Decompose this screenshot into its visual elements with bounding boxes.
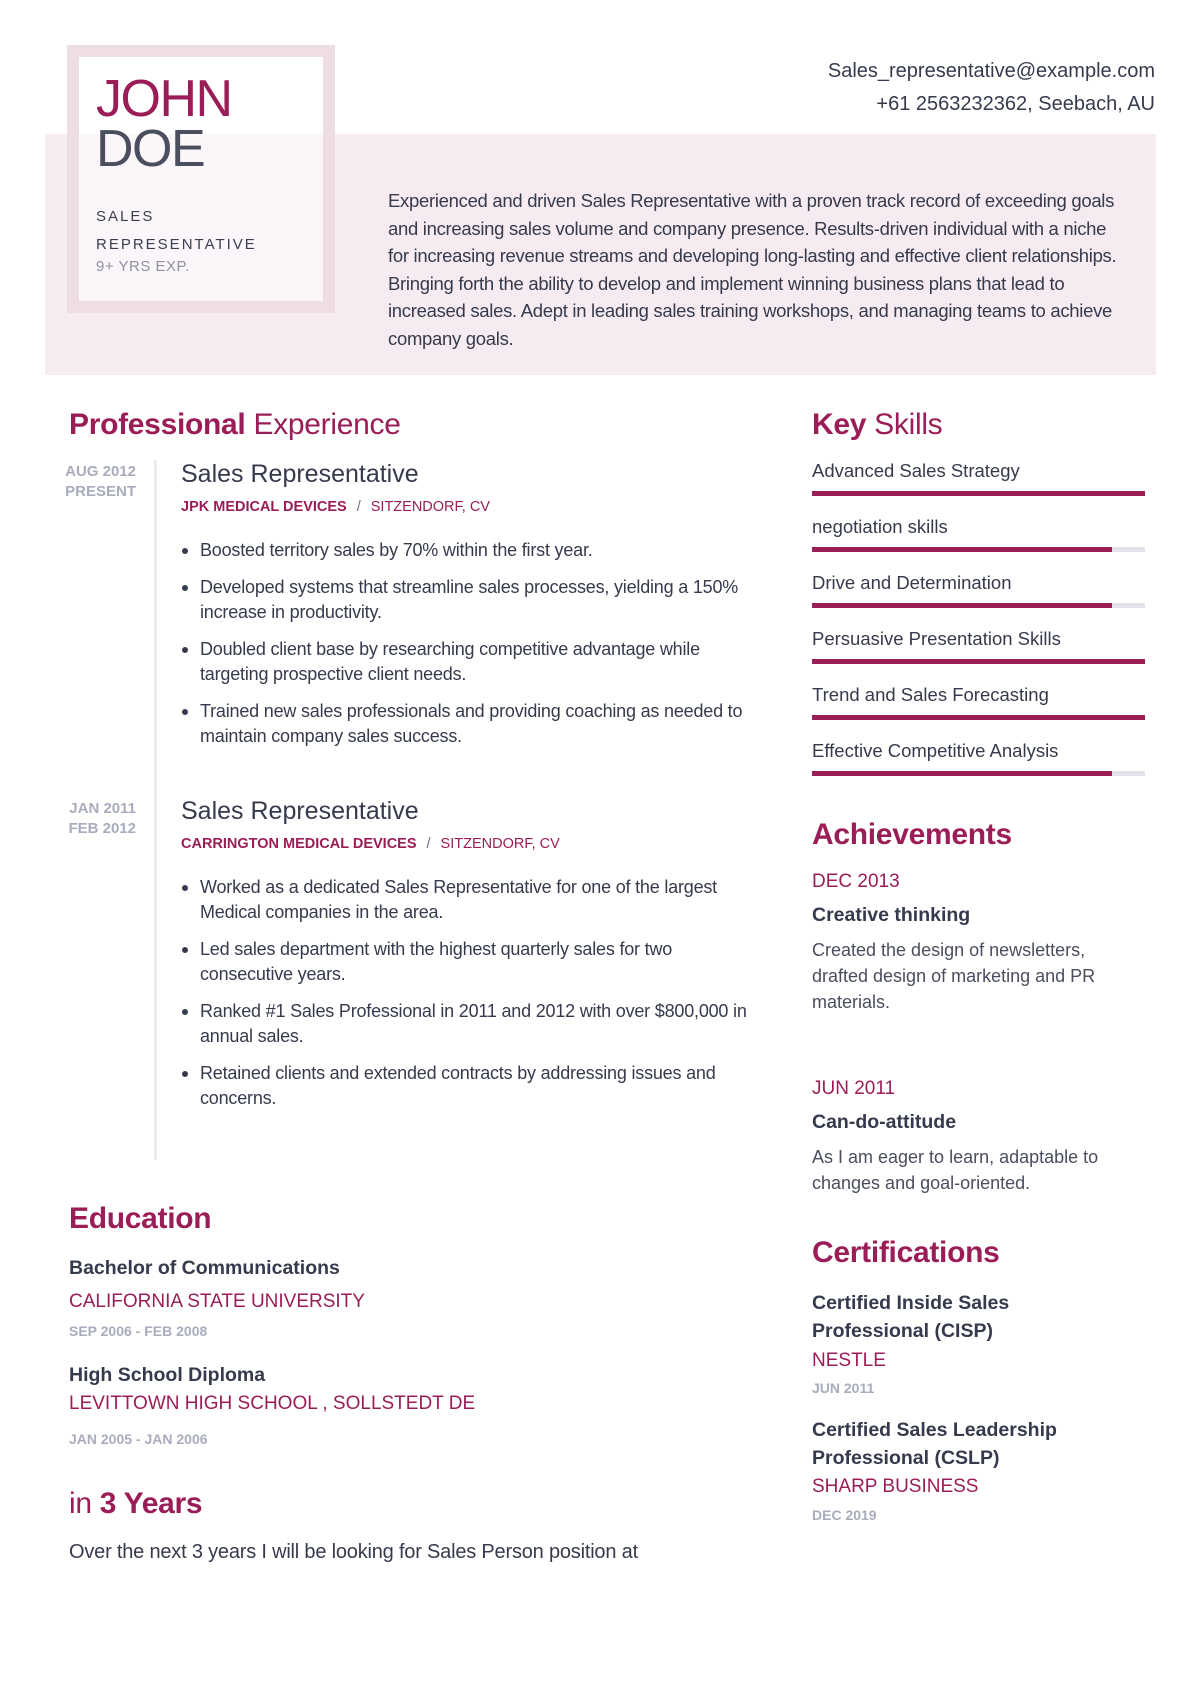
heading-bold: Professional: [69, 408, 246, 441]
heading-pre: in: [69, 1487, 100, 1520]
skill-bar-fill: [812, 491, 1145, 496]
bullet-item: Ranked #1 Sales Professional in 2011 and 2012 with over $800,000 in annual sales.: [181, 999, 751, 1049]
candidate-name: [96, 70, 232, 178]
years-experience: 9+ YRS EXP.: [96, 258, 190, 275]
separator: /: [426, 836, 431, 852]
skill-label: Advanced Sales Strategy: [812, 460, 1020, 481]
experience-heading: [69, 408, 401, 442]
company-name: JPK MEDICAL DEVICES: [181, 499, 347, 515]
separator: /: [356, 499, 361, 515]
role-line: REPRESENTATIVE: [96, 236, 257, 253]
goals-text: Over the next 3 years I will be looking for Sales Person position at: [69, 1541, 638, 1563]
education-heading: Education: [69, 1202, 212, 1235]
cert-issuer: NESTLE: [812, 1350, 886, 1371]
job-dates: [40, 462, 136, 502]
bullet-item: Trained new sales professionals and providing coaching as needed to maintain company sales success.: [181, 699, 751, 749]
achievement-title: Creative thinking: [812, 904, 971, 926]
skill-bar-fill: [812, 715, 1145, 720]
edu-school: CALIFORNIA STATE UNIVERSITY: [69, 1291, 365, 1312]
skill-bar: [812, 659, 1145, 664]
job-bullets: [181, 538, 751, 761]
job-title: Sales Representative: [181, 460, 419, 488]
cert-name: Certified Inside Sales Professional (CISP): [812, 1292, 1010, 1342]
achievement-title: Can-do-attitude: [812, 1111, 957, 1133]
job-title: Sales Representative: [181, 797, 419, 825]
skill-bar: [812, 547, 1145, 552]
skill-bar-fill: [812, 547, 1112, 552]
skill-bar-fill: [812, 771, 1112, 776]
edu-degree: Bachelor of Communications: [69, 1257, 340, 1279]
achievements-heading: Achievements: [812, 818, 1012, 851]
edu-dates: SEP 2006 - FEB 2008: [69, 1323, 208, 1339]
skill-bar: [812, 491, 1145, 496]
skill-label: Trend and Sales Forecasting: [812, 684, 1049, 705]
role-line: SALES: [96, 208, 155, 225]
cert-date: JUN 2011: [812, 1380, 875, 1396]
achievement-date: DEC 2013: [812, 871, 900, 892]
certifications-heading: Certifications: [812, 1236, 1000, 1269]
achievement-desc: As I am eager to learn, adaptable to changes and goal-oriented.: [812, 1147, 1099, 1193]
date-start: JAN 2011: [69, 800, 136, 817]
bullet-item: Led sales department with the highest quarterly sales for two consecutive years.: [181, 937, 751, 987]
job-company-line: [181, 499, 490, 515]
bullet-item: Developed systems that streamline sales processes, yielding a 150% increase in productivity.: [181, 575, 751, 625]
timeline-divider: [154, 460, 157, 1160]
job-bullets: [181, 875, 751, 1123]
skill-bar: [812, 603, 1145, 608]
heading-bold: Key: [812, 408, 867, 441]
bullet-item: Retained clients and extended contracts by addressing issues and concerns.: [181, 1061, 751, 1111]
date-end: FEB 2012: [68, 820, 136, 837]
achievement-desc: Created the design of newsletters, drafted design of marketing and PR materials.: [812, 940, 1096, 1012]
achievement-date: JUN 2011: [812, 1078, 896, 1099]
job-company-line: [181, 836, 560, 852]
heading-bold: 3 Years: [99, 1487, 203, 1520]
goals-heading: [69, 1487, 202, 1521]
summary: Experienced and driven Sales Representative with a proven track record of exceeding goals and increasing sales volume and company presence. Results-driven individual with a niche for increasing revenue streams and developing long-lasting and effective client relationships. Bringing forth the ability to develop and implement winning business plans that lead to increased sales. Adept in leading sales training workshops, and managing teams to achieve company goals.: [388, 190, 1117, 349]
last-name: DOE: [96, 120, 205, 178]
date-start: AUG 2012: [65, 463, 136, 480]
edu-degree: High School Diploma: [69, 1364, 266, 1386]
bullet-item: Boosted territory sales by 70% within the first year.: [181, 538, 751, 563]
edu-dates: JAN 2005 - JAN 2006: [69, 1431, 208, 1447]
bullet-item: Doubled client base by researching competitive advantage while targeting prospective client needs.: [181, 637, 751, 687]
job-dates: [40, 799, 136, 839]
first-name: JOHN: [96, 70, 232, 128]
skill-bar-fill: [812, 603, 1112, 608]
skills-heading: [812, 408, 942, 442]
skill-bar: [812, 771, 1145, 776]
cert-issuer: SHARP BUSINESS: [812, 1476, 979, 1497]
skill-label: negotiation skills: [812, 516, 948, 537]
job-role: [96, 203, 257, 259]
skill-label: Persuasive Presentation Skills: [812, 628, 1061, 649]
heading-rest: Experience: [245, 408, 401, 441]
job-location: SITZENDORF, CV: [370, 499, 490, 515]
company-name: CARRINGTON MEDICAL DEVICES: [181, 836, 417, 852]
bullet-item: Worked as a dedicated Sales Representative for one of the largest Medical companies in the area.: [181, 875, 751, 925]
cert-date: DEC 2019: [812, 1507, 877, 1523]
skill-label: Effective Competitive Analysis: [812, 740, 1059, 761]
job-location: SITZENDORF, CV: [440, 836, 560, 852]
date-end: PRESENT: [65, 483, 136, 500]
email-link[interactable]: Sales_representative@example.com: [827, 60, 1155, 82]
heading-rest: Skills: [866, 408, 943, 441]
edu-school: LEVITTOWN HIGH SCHOOL , SOLLSTEDT DE: [69, 1393, 476, 1414]
skill-bar-fill: [812, 659, 1145, 664]
phone-location: +61 2563232362, Seebach, AU: [876, 93, 1155, 115]
cert-name: Certified Sales Leadership Professional (CSLP): [812, 1419, 1057, 1469]
skill-label: Drive and Determination: [812, 572, 1012, 593]
skill-bar: [812, 715, 1145, 720]
